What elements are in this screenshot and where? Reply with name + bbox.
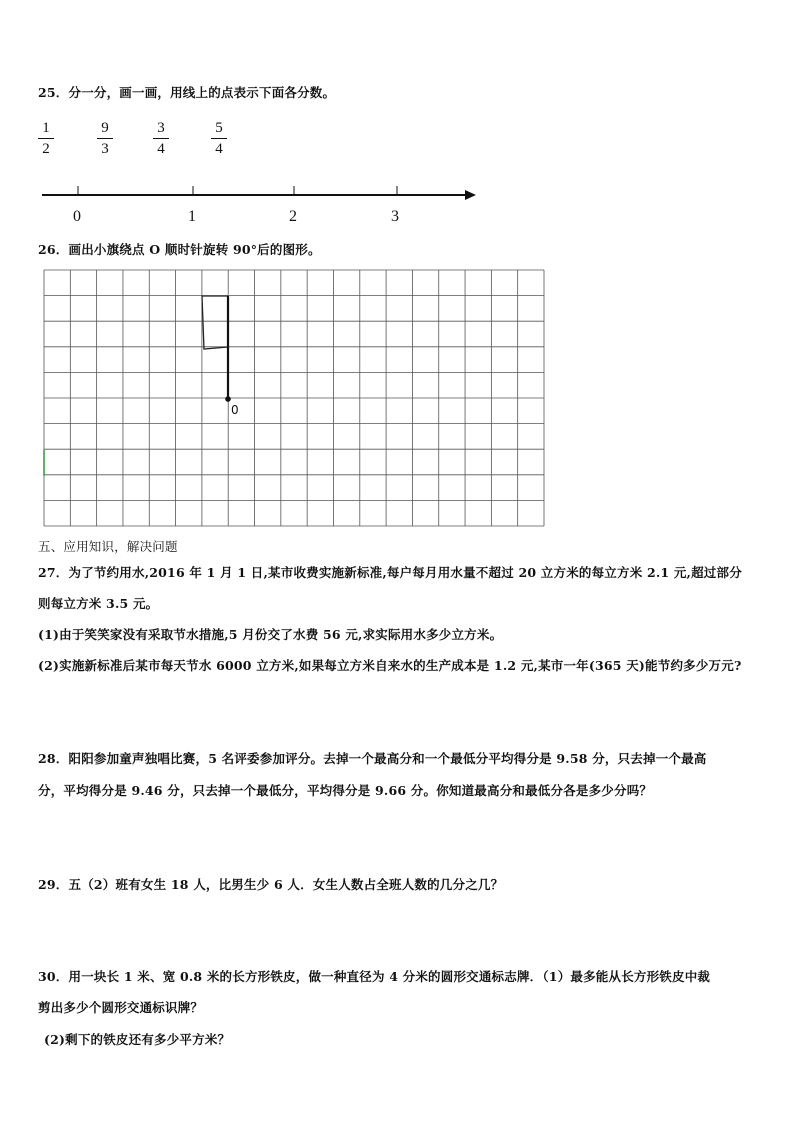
point-o-label: 0 bbox=[231, 403, 239, 417]
section-5-title: 五、应用知识，解决问题 bbox=[38, 539, 178, 554]
fraction-4-numerator: 5 bbox=[215, 120, 223, 136]
fraction-4-denominator: 4 bbox=[215, 141, 223, 157]
axis-label-1: 1 bbox=[188, 208, 196, 225]
question-27-part-2: (2)实施新标准后某市每天节水 6000 立方米,如果每立方米自来水的生产成本是 1.2 元,某市一年(365 天)能节约多少万元? bbox=[38, 658, 742, 673]
rotation-grid bbox=[44, 270, 544, 526]
question-27-line-1: 27．为了节约用水,2016 年 1 月 1 日,某市收费实施新标准,每户每月用水量不超过 20 立方米的每立方米 2.1 元,超过部分 bbox=[38, 565, 742, 580]
question-30-line-1: 30．用一块长 1 米、宽 0.8 米的长方形铁皮，做一种直径为 4 分米的圆形交通标志牌．（1）最多能从长方形铁皮中裁 bbox=[38, 969, 711, 984]
axis-label-0: 0 bbox=[73, 208, 81, 225]
question-25-title: 25．分一分，画一画，用线上的点表示下面各分数。 bbox=[38, 85, 336, 100]
fraction-2-denominator: 3 bbox=[101, 141, 109, 157]
question-30-part-2: (2)剩下的铁皮还有多少平方米？ bbox=[44, 1032, 231, 1047]
axis-label-2: 2 bbox=[289, 208, 297, 225]
fraction-1-numerator: 1 bbox=[42, 120, 50, 136]
question-27-line-2: 则每立方米 3.5 元。 bbox=[38, 596, 159, 611]
fraction-1-denominator: 2 bbox=[42, 141, 50, 157]
question-30-line-2: 剪出多少个圆形交通标识牌？ bbox=[38, 1000, 204, 1015]
fraction-2-numerator: 9 bbox=[101, 120, 109, 136]
question-26-title: 26．画出小旗绕点 O 顺时针旋转 90°后的图形。 bbox=[38, 242, 321, 257]
question-28-line-2: 分，平均得分是 9.46 分，只去掉一个最低分，平均得分是 9.66 分。你知道最高分和最低分各是多少分吗？ bbox=[38, 783, 653, 798]
question-29-text: 29．五（2）班有女生 18 人，比男生少 6 人．女生人数占全班人数的几分之几？ bbox=[38, 877, 504, 892]
flag-shape bbox=[202, 296, 228, 349]
fraction-3-denominator: 4 bbox=[157, 141, 165, 157]
axis-label-3: 3 bbox=[391, 208, 399, 225]
number-line-arrow bbox=[465, 190, 476, 200]
fraction-3-numerator: 3 bbox=[157, 120, 165, 136]
question-28-line-1: 28．阳阳参加童声独唱比赛，5 名评委参加评分。去掉一个最高分和一个最低分平均得分是 9.58 分，只去掉一个最高 bbox=[38, 751, 707, 766]
point-o bbox=[225, 396, 231, 402]
question-27-part-1: (1)由于笑笑家没有采取节水措施,5 月份交了水费 56 元,求实际用水多少立方米。 bbox=[38, 627, 503, 642]
